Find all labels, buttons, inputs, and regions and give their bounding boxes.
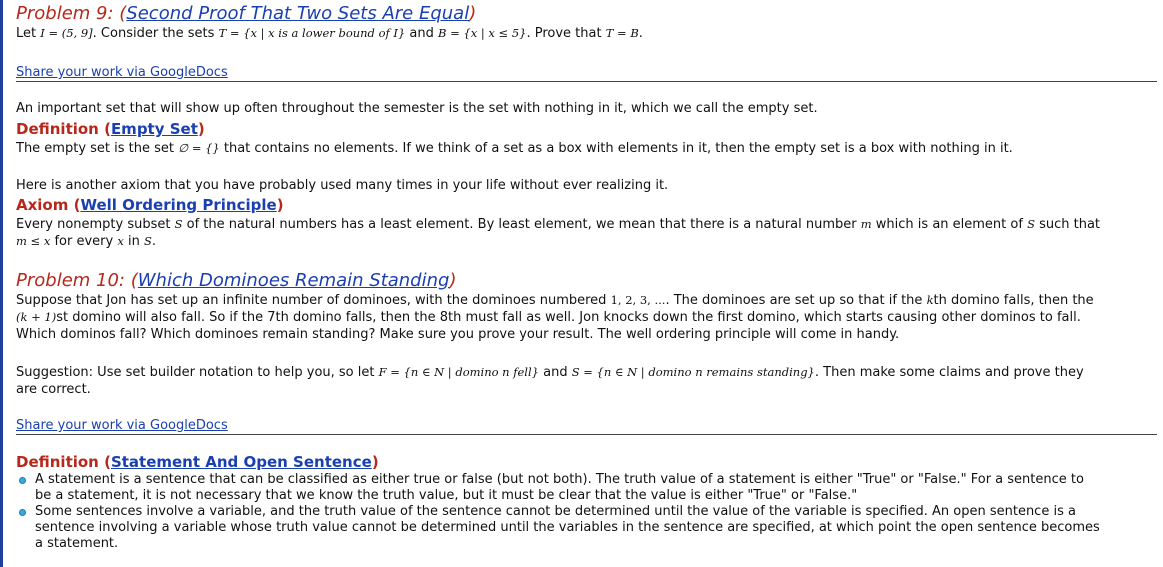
text: Problem 10: ( xyxy=(16,270,138,291)
problem-9 xyxy=(16,3,643,42)
math: F = {n ∈ N | domino n fell} xyxy=(378,365,539,379)
definition-empty-set-title xyxy=(16,120,205,138)
list-item xyxy=(16,504,1157,552)
text: th domino falls, then the xyxy=(933,293,1094,308)
text: ) xyxy=(449,270,457,291)
math: (k + 1) xyxy=(16,310,57,324)
math: m ≤ x xyxy=(16,234,51,248)
text: . Then make some claims and prove they xyxy=(814,365,1084,380)
text: . xyxy=(638,26,643,41)
problem-10-title xyxy=(16,270,1157,292)
text: st domino will also fall. So if the 7th domino falls, then the 8th must fall as well. Jon knocks down the first domino, which starts causing other dominos to fall. xyxy=(56,310,1081,325)
text: and xyxy=(405,26,439,41)
text: that contains no elements. If we think of a set as a box with elements in it, then the empty set is a box with nothing in it. xyxy=(219,141,1013,156)
problem-10-line-3: Which dominos fall? Which dominoes remain standing? Make sure you prove your result. The well ordering principle will come in handy. xyxy=(16,327,900,342)
text: Axiom ( xyxy=(16,196,81,214)
axiom-line-2 xyxy=(16,233,1157,250)
math: S xyxy=(1027,217,1035,231)
math: k xyxy=(926,293,934,307)
text: . Consider the sets xyxy=(92,26,219,41)
text: ) xyxy=(197,120,205,138)
problem-10-line-1 xyxy=(16,292,1157,309)
text: of the natural numbers has a least element. By least element, we mean that there is a natural number xyxy=(182,217,861,232)
text: . Prove that xyxy=(526,26,606,41)
math: S xyxy=(143,234,152,248)
math: B = {x | x ≤ 5} xyxy=(438,26,527,40)
bullet-line: be a statement, it is not necessary that we know the truth value, but it must be clear that the value is either "True" or "False." xyxy=(35,488,858,503)
math: x xyxy=(117,234,124,248)
list-item xyxy=(16,472,1157,504)
empty-set-intro: An important set that will show up often throughout the semester is the set with nothing in it, which we call the empty set. xyxy=(16,101,818,116)
axiom-line-1 xyxy=(16,216,1157,233)
text: ) xyxy=(276,196,284,214)
problem-10-line-2 xyxy=(16,309,1157,326)
math: S = {n ∈ N | domino n remains standing} xyxy=(571,365,815,379)
suggestion-line-1 xyxy=(16,364,1157,381)
axiom-title xyxy=(16,196,284,214)
problem-9-label: Problem 9: ( xyxy=(16,3,127,24)
share-googledocs-link-2[interactable]: Share your work via GoogleDocs xyxy=(16,417,1157,435)
statement-bullet-list xyxy=(16,472,1157,552)
axiom-text xyxy=(16,216,1157,250)
empty-set-link[interactable]: Empty Set xyxy=(110,120,198,138)
text: for every xyxy=(50,234,118,249)
statement-open-sentence-link[interactable]: Statement And Open Sentence xyxy=(110,453,372,471)
text: . xyxy=(151,234,156,249)
math: 1, 2, 3, ... xyxy=(610,293,666,307)
text: The empty set is the set xyxy=(16,141,179,156)
text: Every nonempty subset xyxy=(16,217,175,232)
math: S xyxy=(174,217,183,231)
math: T = B xyxy=(605,26,639,40)
text: Definition ( xyxy=(16,453,111,471)
share-googledocs-link-1[interactable]: Share your work via GoogleDocs xyxy=(16,64,1157,82)
bullet-icon xyxy=(19,477,26,484)
text: such that xyxy=(1034,217,1101,232)
axiom-intro: Here is another axiom that you have probably used many times in your life without ever realizing it. xyxy=(16,178,669,193)
math: I = (5, 9] xyxy=(40,26,93,40)
left-border xyxy=(0,0,3,567)
bullet-line: A statement is a sentence that can be classified as either true or false (but not both). The truth value of a statement is either "True" or "False." For a sentence to xyxy=(35,472,1084,487)
problem-10-suggestion xyxy=(16,364,1157,398)
share-block-1 xyxy=(16,64,1157,82)
text: ) xyxy=(371,453,379,471)
text: Let xyxy=(16,26,41,41)
text: which is an element of xyxy=(871,217,1028,232)
problem-9-title xyxy=(16,3,643,25)
text: . The dominoes are set up so that if the xyxy=(665,293,927,308)
problem-9-link[interactable]: Second Proof That Two Sets Are Equal xyxy=(126,3,470,24)
problem-9-close: ) xyxy=(469,3,477,24)
text: Definition ( xyxy=(16,120,111,138)
bullet-icon xyxy=(19,509,26,516)
bullet-line: sentence involving a variable whose truth value cannot be determined until the variables in the sentence are specified, at which point the open sentence becomes xyxy=(35,520,1100,535)
math: T = {x | x is a lower bound of I} xyxy=(218,26,406,40)
math: m xyxy=(860,217,872,231)
math: ∅ = {} xyxy=(178,141,220,155)
problem-9-text xyxy=(16,25,643,42)
problem-10 xyxy=(16,270,1157,343)
text: Suppose that Jon has set up an infinite number of dominoes, with the dominoes numbered xyxy=(16,293,611,308)
text: in xyxy=(123,234,144,249)
text: and xyxy=(538,365,572,380)
definition-empty-set-text xyxy=(16,140,1013,157)
text: Suggestion: Use set builder notation to help you, so let xyxy=(16,365,379,380)
bullet-line: a statement. xyxy=(35,536,119,551)
bullet-line: Some sentences involve a variable, and the truth value of the sentence cannot be determined until the value of the variable is specified. An open sentence is a xyxy=(35,504,1076,519)
definition-statement-title xyxy=(16,453,379,471)
well-ordering-principle-link[interactable]: Well Ordering Principle xyxy=(80,196,277,214)
problem-10-link[interactable]: Which Dominoes Remain Standing xyxy=(137,270,450,291)
share-block-2 xyxy=(16,417,1157,435)
suggestion-line-2: are correct. xyxy=(16,382,91,397)
